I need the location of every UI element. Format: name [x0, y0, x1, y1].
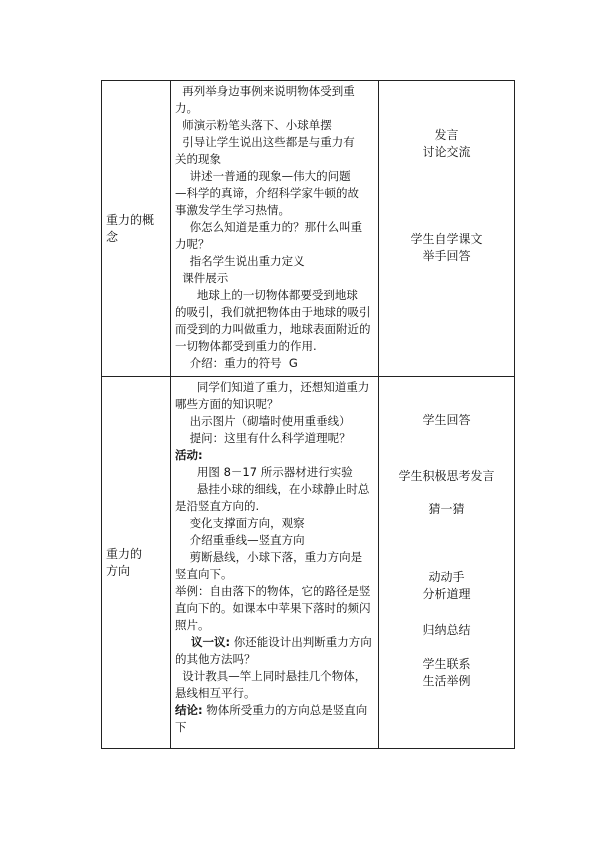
bold-label: 活动:	[175, 448, 203, 462]
table-row	[102, 81, 515, 377]
line-text: 的其他方法吗？	[175, 652, 256, 666]
content-line	[175, 583, 374, 600]
topic-text: 念	[106, 229, 119, 244]
line-text: 同学们知道了重力，还想知道重力	[175, 380, 370, 394]
content-line	[175, 430, 374, 447]
content-line	[175, 685, 374, 702]
content-line: 的吸引，我们就把物体由于地球的吸引	[175, 305, 371, 319]
activity-text: 归纳总结	[422, 623, 471, 637]
content-line: 课件展示	[175, 271, 229, 285]
content-line	[175, 379, 374, 396]
line-text: 提问：这里有什么科学道理呢？	[175, 431, 351, 445]
content-line	[175, 413, 374, 430]
content-line: 地球上的一切物体都要受到地球	[175, 288, 358, 302]
activity-text: 学生回答	[422, 413, 471, 427]
content-line	[175, 481, 374, 498]
line-text: 用图 8－17 所示器材进行实验	[175, 465, 353, 479]
content-line: 你怎么知道是重力的？那什么叫重	[175, 220, 363, 234]
content-line	[175, 447, 374, 464]
activity-text: 猜一猜	[428, 502, 465, 516]
student-activity-cell	[379, 81, 515, 377]
content-line: 而受到的力叫做重力，地球表面附近的	[175, 322, 371, 336]
content-line	[175, 600, 374, 617]
content-line	[175, 498, 374, 515]
content-line: 力。	[175, 101, 198, 115]
content-line: 再列举身边事例来说明物体受到重	[175, 84, 355, 98]
content-line	[175, 668, 374, 685]
content-line	[175, 702, 374, 719]
student-activity-cell	[379, 377, 515, 749]
activity-text: 分析道理	[422, 587, 471, 601]
activity-text: 学生自学课文	[410, 232, 483, 246]
content-line	[175, 532, 374, 549]
content-line: 事激发学生学习热情。	[175, 203, 290, 217]
topic-text: 重力的概	[106, 212, 155, 227]
line-text: 下	[175, 720, 187, 734]
line-text: 竖直向下。	[175, 567, 233, 581]
content-line: 引导让学生说出这些都是与重力有	[175, 135, 355, 149]
content-line: 指名学生说出重力定义	[175, 254, 305, 268]
line-text: 你还能设计出判断重力方向	[230, 635, 372, 649]
line-text: 剪断悬线，小球下落，重力方向是	[175, 550, 363, 564]
content-line: 一切物体都受到重力的作用.	[175, 339, 317, 353]
activity-text: 发言	[434, 128, 459, 142]
line-text: 介绍重垂线—竖直方向	[175, 533, 305, 547]
content-line	[175, 719, 374, 736]
teaching-content-cell	[171, 377, 379, 749]
activity-text: 学生积极思考发言	[398, 469, 495, 483]
line-text: 是沿竖直方向的.	[175, 499, 260, 513]
line-text: 悬线相互平行。	[175, 686, 256, 700]
activity-text: 生活举例	[422, 674, 471, 688]
lesson-plan-table	[101, 80, 515, 749]
content-line	[175, 634, 374, 651]
line-text: 哪些方面的知识呢？	[175, 397, 279, 411]
topic-text: 方向	[106, 563, 131, 578]
activity-text: 动动手	[428, 570, 465, 584]
content-line	[175, 617, 374, 634]
content-line: 关的现象	[175, 152, 221, 166]
line-text: 照片。	[175, 618, 210, 632]
topic-cell	[102, 377, 171, 749]
content-line	[175, 396, 374, 413]
content-line	[175, 515, 374, 532]
topic-text: 重力的	[106, 546, 143, 561]
line-text: 举例：自由落下的物体，它的路径是竖	[175, 584, 371, 598]
line-text: 悬挂小球的细线，在小球静止时总	[175, 482, 370, 496]
line-text: 直向下的。如课本中苹果下落时的频闪	[175, 601, 371, 615]
activity-text: 举手回答	[422, 249, 471, 263]
content-line	[175, 549, 374, 566]
content-line: 师演示粉笔头落下、小球单摆	[175, 118, 332, 132]
content-line: 力呢？	[175, 237, 210, 251]
line-text: 出示图片（砌墙时使用重垂线）	[175, 414, 351, 428]
line-text: 设计教具—竿上同时悬挂几个物体，	[175, 669, 367, 683]
bold-label: 结论:	[175, 703, 203, 717]
activity-text: 学生联系	[422, 657, 471, 671]
topic-cell	[102, 81, 171, 377]
content-line: 讲述一普通的现象—伟大的问题	[175, 169, 351, 183]
content-line: —科学的真谛，介绍科学家牛顿的故	[175, 186, 359, 200]
content-line	[175, 566, 374, 583]
line-text: 变化支撑面方向，观察	[175, 516, 305, 530]
content-line	[175, 464, 374, 481]
bold-label: 议一议:	[175, 635, 231, 649]
line-text: 物体所受重力的方向总是竖直向	[202, 703, 368, 717]
content-line: 介绍：重力的符号 G	[175, 356, 298, 370]
content-line	[175, 651, 374, 668]
activity-text: 讨论交流	[422, 145, 471, 159]
teaching-content-cell	[171, 81, 379, 377]
table-row	[102, 377, 515, 749]
